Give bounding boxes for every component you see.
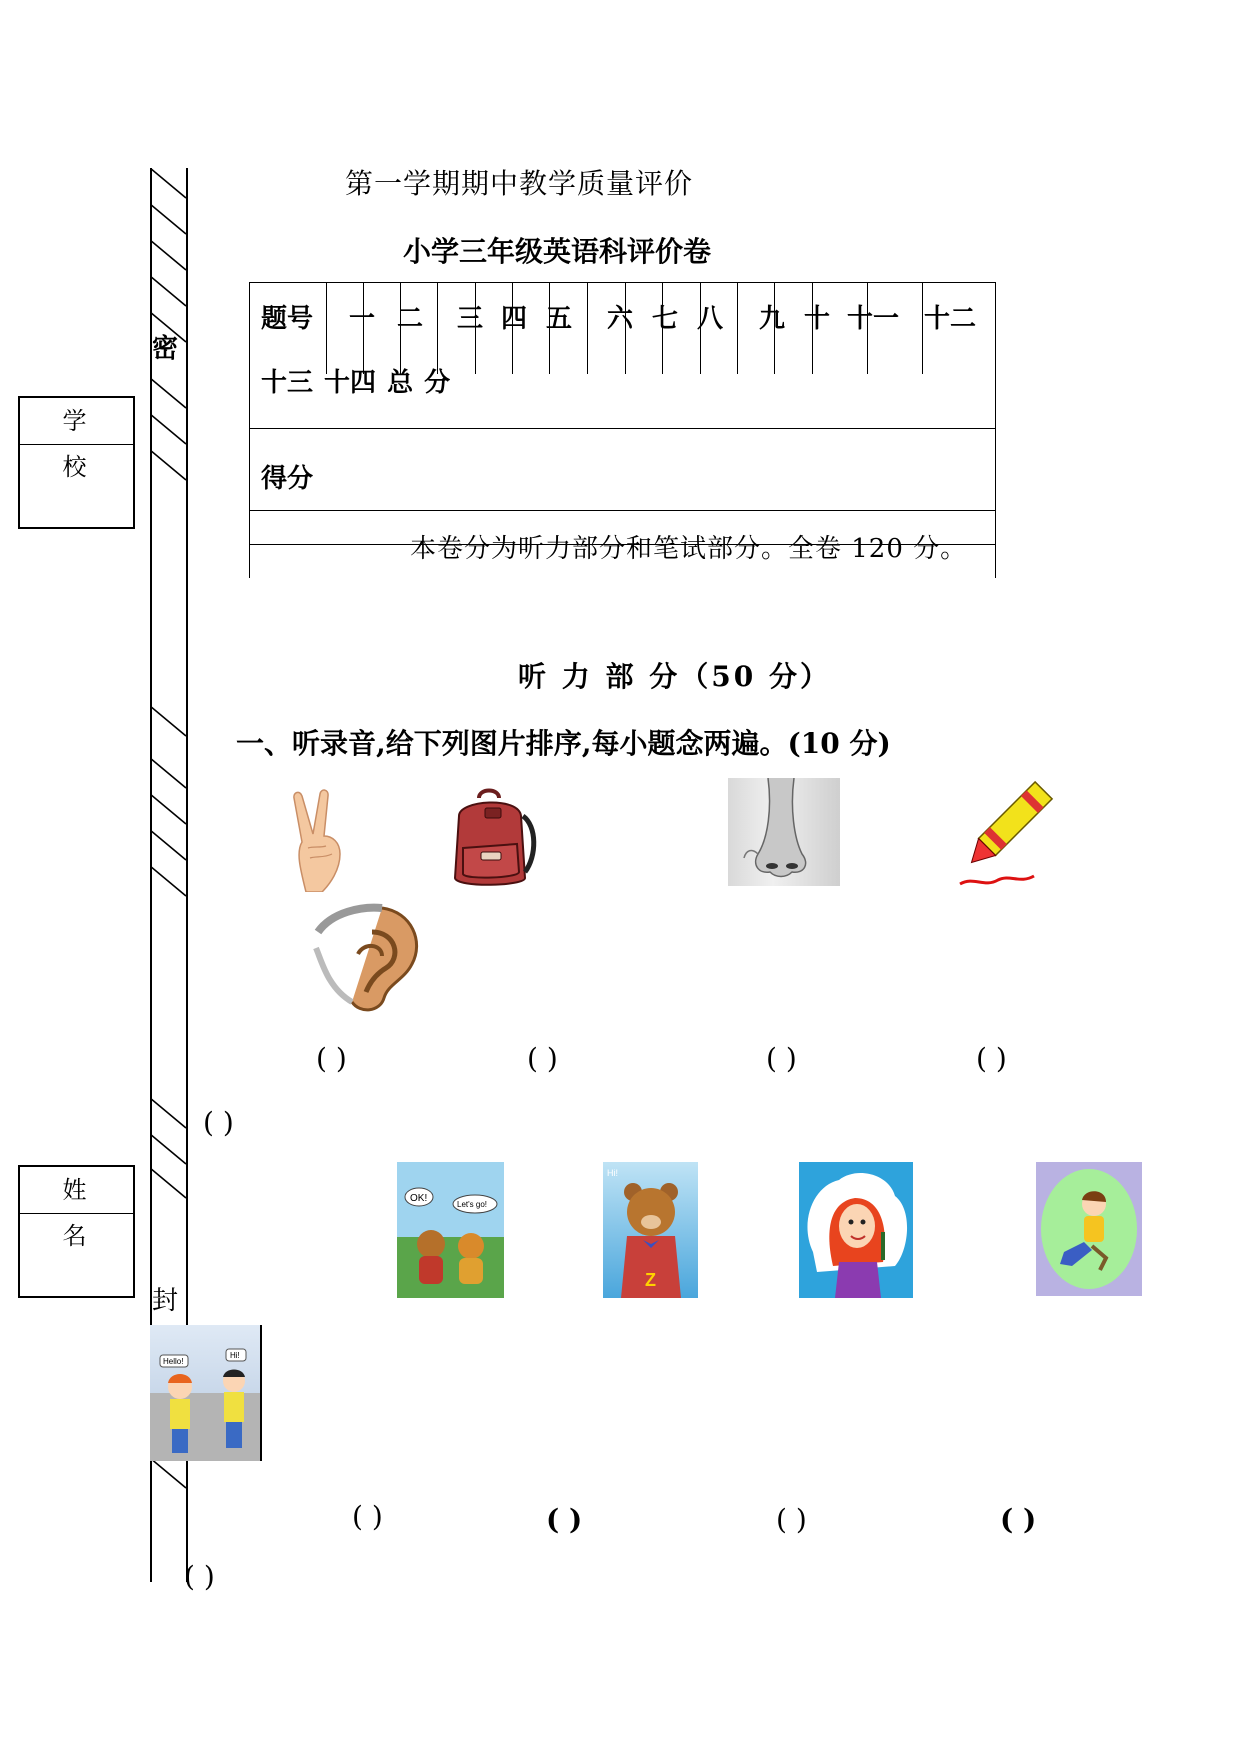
boy-sitting-image xyxy=(1036,1162,1142,1296)
red-backpack-image xyxy=(445,786,541,890)
answer-blank[interactable]: ( ) xyxy=(527,1042,558,1075)
answer-blank[interactable]: ( ) xyxy=(184,1560,215,1593)
table-header-col: 十二 xyxy=(924,304,977,334)
bear-hi-image xyxy=(603,1162,698,1298)
school-box xyxy=(18,396,135,529)
answer-blank[interactable]: ( ) xyxy=(776,1503,807,1536)
ok-bubble-text: OK! xyxy=(410,1193,428,1204)
name-box xyxy=(18,1165,135,1298)
two-fingers-hand-image xyxy=(286,788,348,892)
answer-blank[interactable]: ( ) xyxy=(766,1042,797,1075)
hi-bubble-text: Hi! xyxy=(230,1351,240,1360)
girl-with-pencil-image xyxy=(799,1162,913,1298)
table-header-col: 三 xyxy=(457,304,484,334)
table-header-label: 题号 xyxy=(261,304,314,334)
table-header-col: 六 xyxy=(607,304,634,334)
answer-blank[interactable]: ( ) xyxy=(316,1042,347,1075)
page-title: 第一学期期中教学质量评价 xyxy=(345,167,694,200)
table-header-col: 五 xyxy=(546,304,573,334)
answer-blank[interactable]: ( ) xyxy=(352,1500,383,1533)
table-header-col: 一 xyxy=(349,304,376,334)
hi-text: Hi! xyxy=(607,1168,618,1178)
score-note: 本卷分为听力部分和笔试部分。全卷 120 分。 xyxy=(410,534,968,564)
answer-blank[interactable]: ( ) xyxy=(203,1106,234,1139)
name-label: 姓 名 xyxy=(20,1167,133,1214)
svg-text:Z: Z xyxy=(645,1270,656,1290)
nose-image xyxy=(728,778,840,886)
score-label: 得分 xyxy=(261,464,314,494)
section-title: 听 力 部 分（50 分） xyxy=(518,660,831,693)
table-header-col: 十一 xyxy=(847,304,900,334)
seal-top-char: 密 xyxy=(152,334,179,364)
answer-blank[interactable]: ( ) xyxy=(1000,1503,1037,1536)
question-1-title: 一、听录音,给下列图片排序,每小题念两遍。(10 分) xyxy=(236,727,891,760)
table-header-col: 九 xyxy=(759,304,786,334)
table-header-row2: 十三 十四 总 分 xyxy=(261,368,451,398)
table-header-col: 二 xyxy=(397,304,424,334)
table-header-col: 八 xyxy=(697,304,724,334)
ear-image xyxy=(312,902,428,1014)
letsgo-bubble-text: Let's go! xyxy=(457,1200,487,1209)
answer-blank[interactable]: ( ) xyxy=(976,1042,1007,1075)
seal-bottom-char: 封 xyxy=(152,1286,179,1316)
kids-hello-hi-image xyxy=(150,1325,262,1461)
school-label: 学 校 xyxy=(20,398,133,445)
bears-ok-letsgo-image xyxy=(397,1162,504,1298)
table-header-col: 四 xyxy=(501,304,528,334)
table-header-col: 七 xyxy=(652,304,679,334)
hello-bubble-text: Hello! xyxy=(163,1357,184,1366)
yellow-crayon-image xyxy=(954,780,1054,890)
page-subtitle: 小学三年级英语科评价卷 xyxy=(403,235,712,268)
answer-blank[interactable]: ( ) xyxy=(546,1503,583,1536)
table-header-col: 十 xyxy=(804,304,831,334)
